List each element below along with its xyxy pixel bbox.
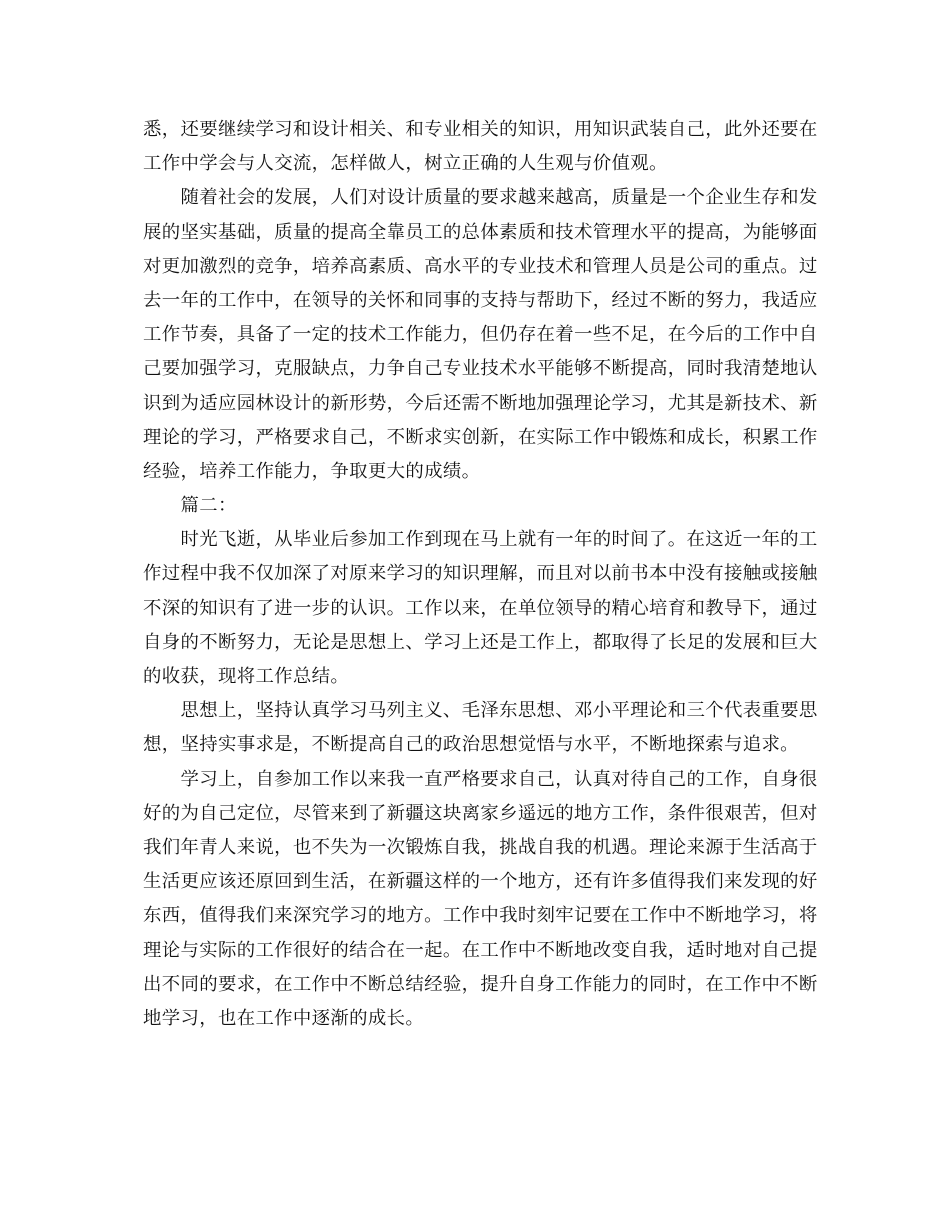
text-line: 工作中学会与人交流，怎样做人，树立正确的人生观与价值观。: [143, 153, 668, 175]
body-text: [143, 113, 818, 1036]
text-line: 悉，还要继续学习和设计相关、和专业相关的知识，用知识武装自己，此外还要在: [143, 119, 818, 140]
text-line: 经验，培养工作能力，争取更大的成绩。: [143, 460, 481, 482]
text-line: 生活更应该还原回到生活，在新疆这样的一个地方，还有许多值得我们来发现的好: [143, 871, 818, 893]
text-line: 展的坚实基础，质量的提高全靠员工的总体素质和技术管理水平的提高，为能够面: [143, 221, 818, 243]
text-line: 识到为适应园林设计的新形势，今后还需不断地加强理论学习，尤其是新技术、新: [143, 392, 818, 414]
text-line: 对更加激烈的竞争，培养高素质、高水平的专业技术和管理人员是公司的重点。过: [143, 255, 818, 277]
text-line: 时光飞逝，从毕业后参加工作到现在马上就有一年的时间了。在这近一年的工: [143, 529, 818, 551]
text-line: 不深的知识有了进一步的认识。工作以来，在单位领导的精心培育和教导下，通过: [143, 597, 818, 619]
text-line: 去一年的工作中，在领导的关怀和同事的支持与帮助下，经过不断的努力，我适应: [143, 289, 818, 311]
section-heading: 篇二：: [143, 495, 237, 517]
text-line: 工作节奏，具备了一定的技术工作能力，但仍存在着一些不足，在今后的工作中自: [143, 324, 818, 346]
text-line: 地学习，也在工作中逐渐的成长。: [143, 1007, 425, 1029]
text-line: 想，坚持实事求是，不断提高自己的政治思想觉悟与水平，不断地探索与追求。: [143, 734, 799, 756]
text-line: 自身的不断努力，无论是思想上、学习上还是工作上，都取得了长足的发展和巨大: [143, 631, 818, 653]
text-line: 随着社会的发展，人们对设计质量的要求越来越高，质量是一个企业生存和发: [143, 187, 818, 209]
text-line: 理论的学习，严格要求自己，不断求实创新，在实际工作中锻炼和成长，积累工作: [143, 426, 818, 448]
text-line: 好的为自己定位，尽管来到了新疆这块离家乡遥远的地方工作，条件很艰苦，但对: [143, 802, 818, 824]
text-line: 的收获，现将工作总结。: [143, 666, 350, 687]
text-line: 己要加强学习，克服缺点，力争自己专业技术水平能够不断提高，同时我清楚地认: [143, 358, 818, 380]
text-line: 出不同的要求，在工作中不断总结经验，提升自身工作能力的同时，在工作中不断: [143, 973, 818, 995]
text-line: 学习上，自参加工作以来我一直严格要求自己，认真对待自己的工作，自身很: [143, 768, 818, 790]
text-line: 思想上，坚持认真学习马列主义、毛泽东思想、邓小平理论和三个代表重要思: [143, 700, 818, 722]
text-line: 作过程中我不仅加深了对原来学习的知识理解，而且对以前书本中没有接触或接触: [143, 563, 818, 585]
text-line: 理论与实际的工作很好的结合在一起。在工作中不断地改变自我，适时地对自己提: [143, 939, 818, 961]
text-line: 东西，值得我们来深究学习的地方。工作中我时刻牢记要在工作中不断地学习，将: [143, 905, 818, 927]
text-line: 我们年青人来说，也不失为一次锻炼自我，挑战自我的机遇。理论来源于生活高于: [143, 836, 818, 858]
